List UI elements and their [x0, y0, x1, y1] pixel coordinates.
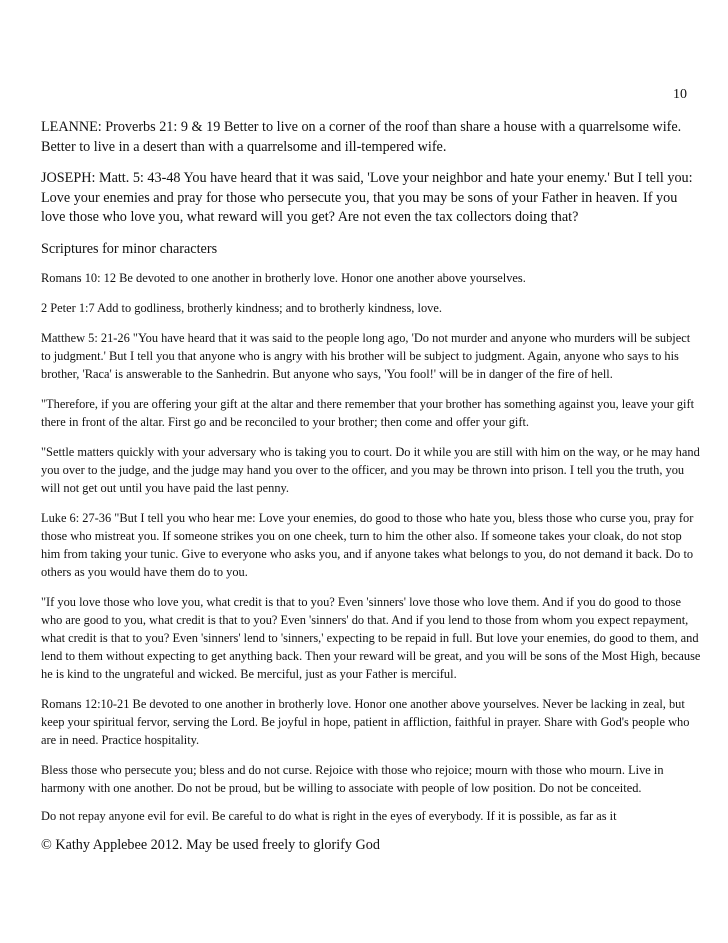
section-heading: Scriptures for minor characters: [41, 240, 218, 257]
paragraph-romans-12: Romans 12:10-21 Be devoted to one another in brotherly love. Honor one another above yourselves. Never be lacking in zeal, but keep your spiritual fervor, serving the Lord. Be joyful in hope, patient in affliction, faithful in prayer. Share with God's people who are in need. Practice hospitality.: [41, 697, 690, 747]
page-content: [41, 118, 701, 825]
paragraph-if-you-love: "If you love those who love you, what credit is that to you? Even 'sinners' love those who love them. And if you do good to those who are good to you, what credit is that to you? Even 'sinners' do that. And if you lend to those from whom you expect repayment, what credit is that to you? Even 'sinners' lend to 'sinners,' expecting to be repaid in full. But love your enemies, do good to them, and lend to them without expecting to get anything back. Then your reward will be great, and you will be sons of the Most High, because he is kind to the ungrateful and wicked. Be merciful, just as your Father is merciful.: [41, 595, 701, 681]
paragraph-romans-10: Romans 10: 12 Be devoted to one another in brotherly love. Honor one another above yourselves.: [41, 271, 526, 285]
paragraph-2-peter: 2 Peter 1:7 Add to godliness, brotherly kindness; and to brotherly kindness, love.: [41, 301, 442, 315]
copyright-footer: © Kathy Applebee 2012. May be used freely to glorify God: [41, 837, 380, 853]
paragraph-bless: Bless those who persecute you; bless and do not curse. Rejoice with those who rejoice; mourn with those who mourn. Live in harmony with one another. Do not be proud, but be willing to associate with people of low position. Do not be conceited.: [41, 763, 664, 795]
paragraph-do-not-repay: Do not repay anyone evil for evil. Be careful to do what is right in the eyes of everybody. If it is possible, as far as it: [41, 809, 617, 823]
paragraph-settle-matters: "Settle matters quickly with your adversary who is taking you to court. Do it while you are still with him on the way, or he may hand you over to the judge, and the judge may hand you over to the officer, and you may be thrown into prison. I tell you the truth, you will not get out until you have paid the last penny.: [41, 445, 700, 495]
paragraph-leanne: LEANNE: Proverbs 21: 9 & 19 Better to live on a corner of the roof than share a house with a quarrelsome wife. Better to live in a desert than with a quarrelsome and ill-tempered wife.: [41, 119, 682, 155]
paragraph-joseph: JOSEPH: Matt. 5: 43-48 You have heard that it was said, 'Love your neighbor and hate your enemy.' But I tell you: Love your enemies and pray for those who persecute you, that you may be sons of your Father in heaven. If you love those who love you, what reward will you get? Are not even the tax collectors doing that?: [41, 170, 693, 225]
paragraph-luke-6: Luke 6: 27-36 "But I tell you who hear me: Love your enemies, do good to those who hate you, bless those who curse you, pray for those who mistreat you. If someone strikes you on one cheek, turn to him the other also. If someone takes your cloak, do not stop him from taking your tunic. Give to everyone who asks you, and if anyone takes what belongs to you, do not demand it back. Do to others as you would have them do to you.: [41, 511, 694, 579]
page-number: 10: [673, 87, 687, 102]
paragraph-matthew-5: Matthew 5: 21-26 "You have heard that it was said to the people long ago, 'Do not murder and anyone who murders will be subject to judgment.' But I tell you that anyone who is angry with his brother will be subject to judgment. Again, anyone who says to his brother, 'Raca' is answerable to the Sanhedrin. But anyone who says, 'You fool!' will be in danger of the fire of hell.: [41, 331, 691, 381]
paragraph-therefore: "Therefore, if you are offering your gift at the altar and there remember that your brother has something against you, leave your gift there in front of the altar. First go and be reconciled to your brother; then come and offer your gift.: [41, 397, 695, 429]
